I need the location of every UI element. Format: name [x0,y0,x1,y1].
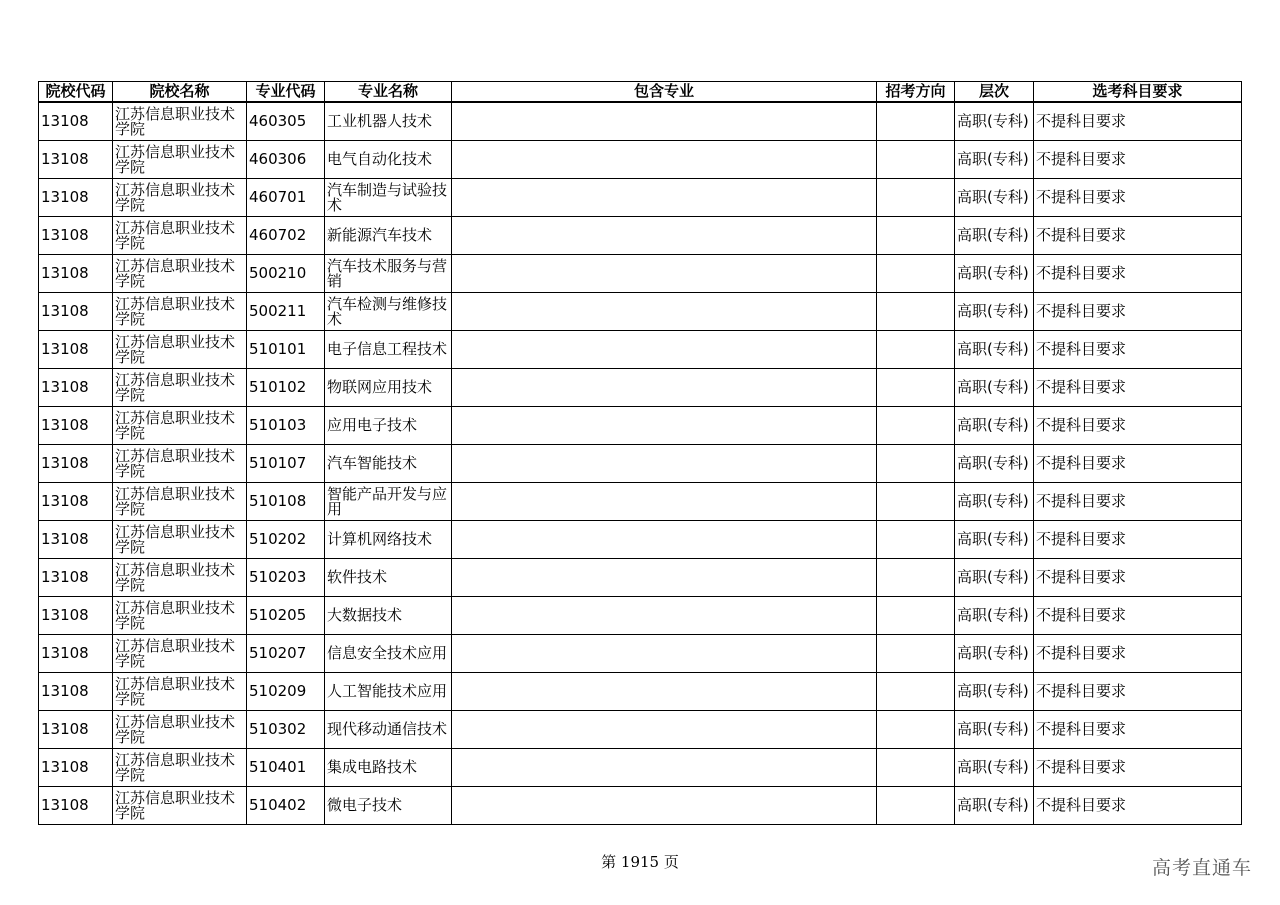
cell-major-code: 510203 [247,559,325,597]
cell-major-name: 电气自动化技术 [325,141,452,179]
cell-major-code: 510101 [247,331,325,369]
cell-school-code: 13108 [39,597,113,635]
header-major-name: 专业名称 [325,82,452,103]
cell-included-majors [452,141,877,179]
cell-major-name: 汽车智能技术 [325,445,452,483]
cell-direction [877,445,955,483]
cell-school-code: 13108 [39,255,113,293]
cell-school-code: 13108 [39,559,113,597]
cell-direction [877,483,955,521]
cell-major-code: 460306 [247,141,325,179]
table-row [39,597,1242,635]
cell-school-name: 江苏信息职业技术学院 [113,255,247,293]
cell-level: 高职(专科) [955,407,1034,445]
cell-direction [877,521,955,559]
table-header-row [39,82,1242,103]
cell-major-name: 集成电路技术 [325,749,452,787]
cell-school-code: 13108 [39,749,113,787]
cell-school-code: 13108 [39,483,113,521]
cell-direction [877,787,955,825]
cell-level: 高职(专科) [955,711,1034,749]
cell-included-majors [452,787,877,825]
cell-major-name: 工业机器人技术 [325,102,452,141]
cell-subject-requirement: 不提科目要求 [1034,445,1242,483]
cell-included-majors [452,217,877,255]
cell-level: 高职(专科) [955,179,1034,217]
cell-major-name: 汽车制造与试验技术 [325,179,452,217]
cell-included-majors [452,483,877,521]
cell-major-name: 信息安全技术应用 [325,635,452,673]
cell-school-code: 13108 [39,711,113,749]
header-direction: 招考方向 [877,82,955,103]
cell-included-majors [452,102,877,141]
cell-direction [877,711,955,749]
cell-school-code: 13108 [39,179,113,217]
cell-subject-requirement: 不提科目要求 [1034,179,1242,217]
cell-included-majors [452,445,877,483]
cell-major-code: 510107 [247,445,325,483]
table-row [39,217,1242,255]
page-number: 第 1915 页 [601,853,679,871]
cell-major-name: 物联网应用技术 [325,369,452,407]
cell-level: 高职(专科) [955,635,1034,673]
cell-direction [877,635,955,673]
cell-subject-requirement: 不提科目要求 [1034,293,1242,331]
header-level: 层次 [955,82,1034,103]
cell-school-name: 江苏信息职业技术学院 [113,597,247,635]
header-subject-requirement: 选考科目要求 [1034,82,1242,103]
cell-level: 高职(专科) [955,331,1034,369]
cell-subject-requirement: 不提科目要求 [1034,673,1242,711]
cell-school-code: 13108 [39,217,113,255]
cell-major-name: 汽车技术服务与营销 [325,255,452,293]
table-row [39,407,1242,445]
cell-school-name: 江苏信息职业技术学院 [113,483,247,521]
cell-subject-requirement: 不提科目要求 [1034,787,1242,825]
cell-included-majors [452,293,877,331]
cell-major-name: 软件技术 [325,559,452,597]
cell-major-name: 大数据技术 [325,597,452,635]
table-row [39,179,1242,217]
cell-level: 高职(专科) [955,787,1034,825]
cell-level: 高职(专科) [955,369,1034,407]
header-school-name: 院校名称 [113,82,247,103]
cell-subject-requirement: 不提科目要求 [1034,331,1242,369]
cell-school-code: 13108 [39,293,113,331]
cell-direction [877,217,955,255]
cell-included-majors [452,749,877,787]
cell-level: 高职(专科) [955,749,1034,787]
cell-major-name: 电子信息工程技术 [325,331,452,369]
cell-major-code: 460702 [247,217,325,255]
cell-school-name: 江苏信息职业技术学院 [113,293,247,331]
cell-school-name: 江苏信息职业技术学院 [113,445,247,483]
cell-subject-requirement: 不提科目要求 [1034,597,1242,635]
cell-included-majors [452,559,877,597]
cell-major-code: 500210 [247,255,325,293]
cell-school-name: 江苏信息职业技术学院 [113,217,247,255]
cell-subject-requirement: 不提科目要求 [1034,521,1242,559]
cell-included-majors [452,179,877,217]
cell-school-name: 江苏信息职业技术学院 [113,331,247,369]
cell-school-name: 江苏信息职业技术学院 [113,521,247,559]
table-row [39,635,1242,673]
cell-level: 高职(专科) [955,521,1034,559]
cell-direction [877,102,955,141]
cell-major-code: 510302 [247,711,325,749]
cell-subject-requirement: 不提科目要求 [1034,255,1242,293]
cell-included-majors [452,597,877,635]
cell-included-majors [452,407,877,445]
cell-school-code: 13108 [39,369,113,407]
cell-school-name: 江苏信息职业技术学院 [113,749,247,787]
cell-major-name: 计算机网络技术 [325,521,452,559]
table-row [39,787,1242,825]
cell-school-name: 江苏信息职业技术学院 [113,635,247,673]
cell-subject-requirement: 不提科目要求 [1034,217,1242,255]
cell-school-name: 江苏信息职业技术学院 [113,141,247,179]
cell-level: 高职(专科) [955,559,1034,597]
cell-school-code: 13108 [39,102,113,141]
cell-included-majors [452,255,877,293]
table-row [39,559,1242,597]
cell-direction [877,179,955,217]
cell-school-name: 江苏信息职业技术学院 [113,407,247,445]
cell-major-code: 510202 [247,521,325,559]
table-row [39,293,1242,331]
cell-major-code: 510402 [247,787,325,825]
cell-major-name: 现代移动通信技术 [325,711,452,749]
cell-major-name: 新能源汽车技术 [325,217,452,255]
cell-level: 高职(专科) [955,673,1034,711]
cell-direction [877,293,955,331]
cell-direction [877,749,955,787]
cell-major-name: 微电子技术 [325,787,452,825]
cell-major-code: 510108 [247,483,325,521]
cell-major-code: 510209 [247,673,325,711]
cell-subject-requirement: 不提科目要求 [1034,141,1242,179]
table-row [39,711,1242,749]
cell-subject-requirement: 不提科目要求 [1034,749,1242,787]
cell-school-name: 江苏信息职业技术学院 [113,179,247,217]
cell-school-name: 江苏信息职业技术学院 [113,559,247,597]
cell-subject-requirement: 不提科目要求 [1034,711,1242,749]
table-row [39,102,1242,141]
table-row [39,521,1242,559]
header-school-code: 院校代码 [39,82,113,103]
cell-school-code: 13108 [39,331,113,369]
cell-level: 高职(专科) [955,102,1034,141]
table-row [39,369,1242,407]
cell-major-code: 510103 [247,407,325,445]
cell-school-name: 江苏信息职业技术学院 [113,787,247,825]
cell-school-code: 13108 [39,787,113,825]
cell-level: 高职(专科) [955,445,1034,483]
cell-direction [877,141,955,179]
table-row [39,749,1242,787]
cell-direction [877,559,955,597]
cell-school-name: 江苏信息职业技术学院 [113,673,247,711]
cell-level: 高职(专科) [955,597,1034,635]
watermark: 高考直通车 [1151,857,1252,879]
cell-major-code: 510401 [247,749,325,787]
cell-level: 高职(专科) [955,217,1034,255]
cell-school-code: 13108 [39,521,113,559]
cell-major-code: 510205 [247,597,325,635]
cell-school-code: 13108 [39,673,113,711]
cell-direction [877,407,955,445]
cell-included-majors [452,369,877,407]
cell-subject-requirement: 不提科目要求 [1034,369,1242,407]
cell-major-code: 460701 [247,179,325,217]
cell-included-majors [452,331,877,369]
admission-table [38,81,1242,825]
cell-school-code: 13108 [39,141,113,179]
cell-included-majors [452,521,877,559]
cell-direction [877,255,955,293]
cell-direction [877,369,955,407]
table-row [39,331,1242,369]
cell-major-name: 智能产品开发与应用 [325,483,452,521]
cell-major-name: 汽车检测与维修技术 [325,293,452,331]
cell-school-name: 江苏信息职业技术学院 [113,711,247,749]
cell-school-code: 13108 [39,445,113,483]
table-row [39,445,1242,483]
cell-major-name: 应用电子技术 [325,407,452,445]
table-row [39,255,1242,293]
table-row [39,483,1242,521]
header-major-code: 专业代码 [247,82,325,103]
cell-included-majors [452,635,877,673]
cell-school-code: 13108 [39,635,113,673]
cell-school-name: 江苏信息职业技术学院 [113,369,247,407]
cell-major-name: 人工智能技术应用 [325,673,452,711]
cell-level: 高职(专科) [955,255,1034,293]
cell-major-code: 460305 [247,102,325,141]
cell-subject-requirement: 不提科目要求 [1034,407,1242,445]
cell-school-code: 13108 [39,407,113,445]
cell-subject-requirement: 不提科目要求 [1034,635,1242,673]
cell-included-majors [452,673,877,711]
cell-school-name: 江苏信息职业技术学院 [113,102,247,141]
cell-major-code: 500211 [247,293,325,331]
header-included-majors: 包含专业 [452,82,877,103]
cell-subject-requirement: 不提科目要求 [1034,559,1242,597]
cell-major-code: 510207 [247,635,325,673]
cell-level: 高职(专科) [955,293,1034,331]
cell-included-majors [452,711,877,749]
cell-direction [877,597,955,635]
cell-subject-requirement: 不提科目要求 [1034,102,1242,141]
cell-major-code: 510102 [247,369,325,407]
table-row [39,141,1242,179]
cell-direction [877,331,955,369]
table-row [39,673,1242,711]
cell-level: 高职(专科) [955,141,1034,179]
cell-direction [877,673,955,711]
cell-level: 高职(专科) [955,483,1034,521]
cell-subject-requirement: 不提科目要求 [1034,483,1242,521]
